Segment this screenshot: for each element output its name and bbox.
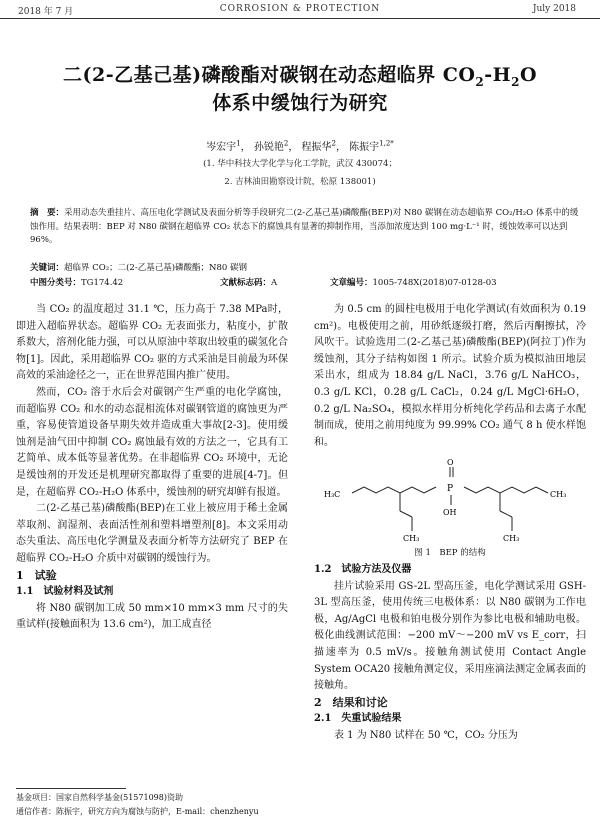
abstract — [30, 207, 582, 248]
title-line-1: 二(2-乙基己基)磷酸酯对碳钢在动态超临界 $CO_2-H_2O$ — [63, 64, 537, 89]
affiliation-2: 2. 吉林油田勘察设计院，松原 138001) — [224, 177, 376, 187]
paragraph: 然而，CO₂ 溶于水后会对碳钢产生严重的电化学腐蚀，而超临界 CO₂ 和水的动态混相流体对碳钢管道的腐蚀更为严重，容易使管道设备早期失效并造成重大事故[2-3]。使用缓蚀剂是油气田中抑制 CO₂ 腐蚀最有效的方法之一，它具有工艺简单、成本低等显著优势。在非超临界 CO₂ 环境中，无论是缓蚀剂的开发还是机理研究都取得了重要的进展[4-7]。但是，在超临界 CO₂-H₂O 体系中，缓蚀剂的研究却鲜有报道。 — [16, 386, 288, 498]
bep-structure-drawing — [324, 455, 576, 545]
phosphorus-label: P — [447, 484, 454, 495]
header-date: 2018 年 7 月 — [18, 7, 74, 17]
paragraph: 将 N80 碳钢加工成 50 mm×10 mm×3 mm 尺寸的失重试样(接触面积为 13.6 cm²)，加工成直径 — [16, 602, 288, 631]
header-journal: CORROSION & PROTECTION — [219, 4, 381, 14]
bep-structure-figure — [314, 455, 586, 545]
paragraph: 为 0.5 cm 的圆柱电极用于电化学测试(有效面积为 0.19 cm²)。电极使用之前，用砂纸逐级打磨，然后丙酮擦拭，冷风吹干。试验选用二(2-乙基己基)磷酸酯(BEP)(阿拉丁)作为缓蚀剂，其分子结构如图 1 所示。试验介质为模拟油田地层采出水，组成为 18.84 g/L NaCl，3.76 g/L NaHCO₃，0.3 g/L KCl，0.28 g/L CaCl₂，0.24 g/L MgCl·6H₂O，0.2 g/L Na₂SO₄，模拟水样用分析纯化学药品和去离子水配制而成，使用之前用纯度为 99.99% CO₂ 通气 8 h 使水样饱和。 — [314, 304, 586, 448]
oxygen-label: O — [447, 458, 454, 468]
subsection-heading-2-1: 2.1 失重试验结果 — [314, 713, 402, 725]
abstract-label: 摘 要： — [30, 208, 65, 218]
page-header — [0, 0, 600, 22]
hydroxyl-label: OH — [443, 508, 457, 518]
subsection-heading-1-2: 1.2 试验方法及仪器 — [314, 563, 412, 575]
title-line-2: 体系中缓蚀行为研究 — [212, 92, 388, 114]
right-column — [314, 302, 586, 744]
paragraph: 二(2-乙基己基)磷酸酯(BEP)在工业上被应用于稀土金属萃取剂、润湿剂、表面活性剂和塑料增塑剂[8]。本文采用动态失重法、高压电化学测量及表面分析等方法研究了 BEP 在超临界 CO₂-H₂O 介质中对碳钢的缓蚀行为。 — [16, 503, 288, 564]
ch3-right-label: CH₃ — [550, 490, 567, 500]
paragraph: 表 1 为 N80 试样在 50 ℃，CO₂ 分压为 — [334, 729, 518, 741]
clc-number: TG174.42 — [81, 278, 124, 288]
doc-code: A — [271, 278, 278, 288]
left-column — [16, 302, 288, 634]
footnote-fund: 基金项目：国家自然科学基金(51571098)资助 — [16, 793, 183, 802]
keywords — [30, 262, 582, 276]
header-rule — [0, 18, 600, 19]
authors: 岑宏宇$^1$， 孙锐艳$^2$， 程振华$^2$， 陈振宇$^{1,2*}$ — [206, 139, 394, 153]
ch3-bottom-left-label: CH₃ — [403, 534, 420, 544]
footnote-rule — [16, 788, 126, 789]
affiliation-1: (1. 华中科技大学化学与化工学院，武汉 430074； — [203, 159, 397, 169]
keywords-label: 关键词： — [30, 263, 65, 273]
paragraph: 挂片试验采用 GS-2L 型高压釜，电化学测试采用 GSH-3L 型高压釜，使用传统三电极体系：以 N80 碳钢为工作电极，Ag/AgCl 电极和铂电极分别作为参比电极和辅助电极。极化曲线测试范围：−200 mV～−200 mV vs E_corr，扫描速率为 0.5 mV/s。接触角测试使用 Contact Angle System OCA20 接触角测定仪，采用座滴法测定金属表面的接触角。 — [314, 580, 586, 692]
section-heading-1: 1 试验 — [16, 568, 57, 582]
ch3-bottom-right-label: CH₃ — [503, 534, 520, 544]
ch3-left-label: H₃C — [324, 490, 341, 500]
subsection-heading-1-1: 1.1 试验材料及试剂 — [16, 586, 114, 598]
paragraph: 当 CO₂ 的温度超过 31.1 ℃，压力高于 7.38 MPa时，即进入超临界状态。超临界 CO₂ 无表面张力，粘度小，扩散系数大，溶剂化能力强，可以从原油中萃取出较重的碳氢化合物[1]。因此，采用超临界 CO₂ 驱的方式采油是目前最为环保高效的采油途径之一，正在世界范围内推广使用。 — [16, 304, 288, 382]
figure-caption: 图 1 BEP 的结构 — [414, 548, 486, 559]
article-id: 1005-748X(2018)07-0128-03 — [372, 278, 497, 288]
keywords-text: 超临界 CO₂；二(2-乙基己基)磷酸酯；N80 碳钢 — [64, 263, 247, 273]
footnote-contact: 通信作者：陈振宇，研究方向为腐蚀与防护，E-mail：chenzhenyu — [16, 807, 259, 816]
abstract-text: 采用动态失重挂片、高压电化学测试及表面分析等手段研究二(2-乙基己基)磷酸酯(BEP)对 N80 碳钢在动态超临界 CO₂/H₂O 体系中的缓蚀作用。结果表明：BEP 对 N80 碳钢在超临界 CO₂ 状态下的腐蚀具有显著的抑制作用，当添加浓度达到 100 mg·L⁻¹ 时，缓蚀效率可以达到 96%。 — [30, 208, 579, 245]
section-heading-2: 2 结果和讨论 — [314, 695, 388, 709]
header-issue: July 2018 — [532, 4, 576, 14]
